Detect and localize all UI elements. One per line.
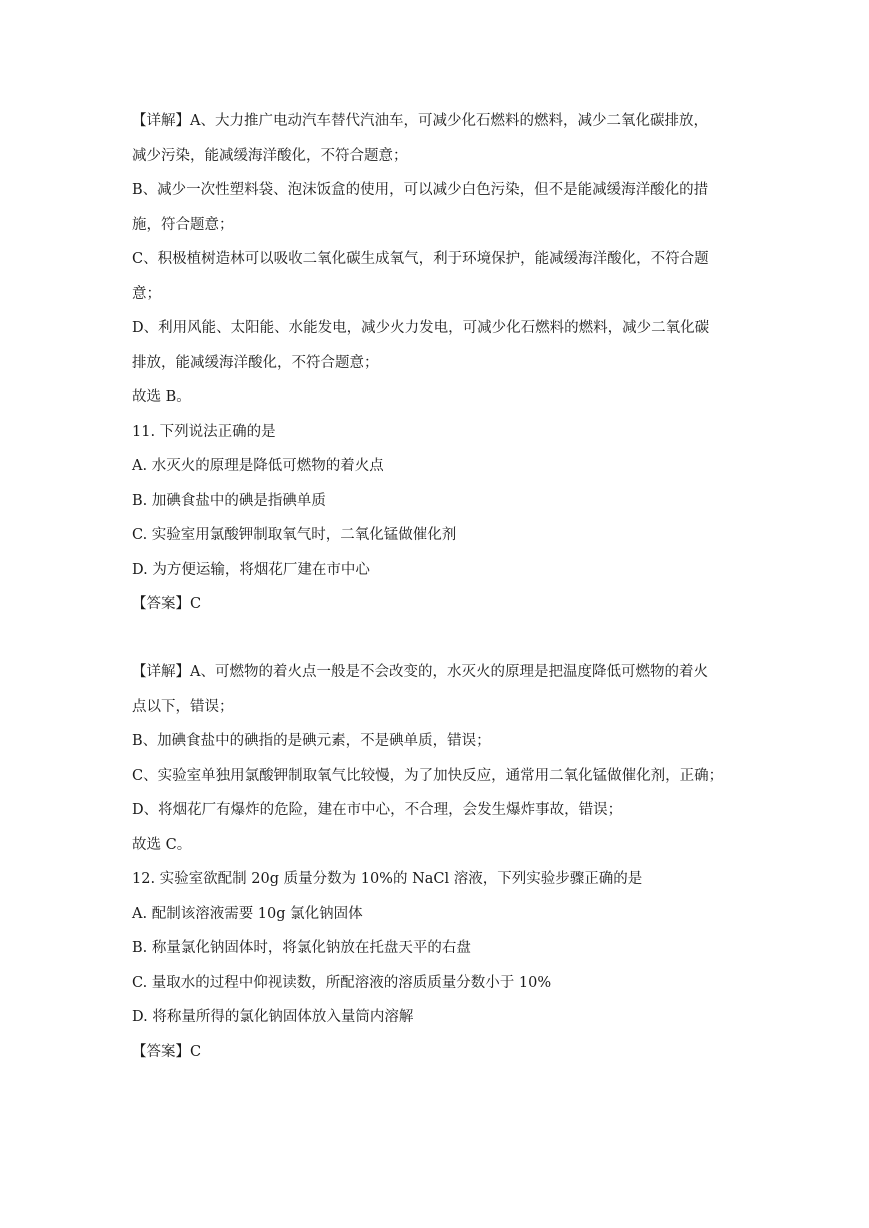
text-line: 排放，能减缓海洋酸化，不符合题意； <box>132 354 379 371</box>
option-a: A. 水灭火的原理是降低可燃物的着火点 <box>132 458 384 474</box>
answer-line: 【答案】C <box>132 596 202 612</box>
explanation-q10 <box>132 111 747 407</box>
option-c: C. 量取水的过程中仰视读数，所配溶液的溶质质量分数小于 10% <box>132 974 552 991</box>
option-d: D. 将称量所得的氯化钠固体放入量筒内溶解 <box>132 1009 414 1025</box>
answer-line: 【答案】C <box>132 1043 202 1060</box>
text-line: 【详解】A、可燃物的着火点一般是不会改变的，水灭火的原理是把温度降低可燃物的着火 <box>132 664 708 680</box>
text-line: D、将烟花厂有爆炸的危险，建在市中心，不合理，会发生爆炸事故，错误； <box>132 802 623 818</box>
option-d: D. 为方便运输，将烟花厂建在市中心 <box>132 561 370 578</box>
text-line: 【详解】A、大力推广电动汽车替代汽油车，可减少化石燃料的燃料，减少二氧化碳排放， <box>132 113 708 129</box>
option-b: B. 加碘食盐中的碘是指碘单质 <box>132 492 326 509</box>
text-line: 减少污染，能减缓海洋酸化，不符合题意； <box>132 147 408 164</box>
text-line: B、加碘食盐中的碘指的是碘元素，不是碘单质，错误； <box>132 733 491 749</box>
conclusion-line: 故选 C。 <box>132 836 192 853</box>
explanation-q11 <box>132 662 747 855</box>
document-page <box>132 111 747 1062</box>
text-line: D、利用风能、太阳能、水能发电，减少火力发电，可减少化石燃料的燃料，减少二氧化碳 <box>132 320 710 336</box>
text-line: C、积极植树造林可以吸收二氧化碳生成氧气，利于环境保护，能减缓海洋酸化，不符合题 <box>132 251 709 267</box>
question-12 <box>132 869 747 1062</box>
question-stem: 11. 下列说法正确的是 <box>132 423 276 440</box>
option-b: B. 称量氯化钠固体时，将氯化钠放在托盘天平的右盘 <box>132 940 471 956</box>
question-stem: 12. 实验室欲配制 20g 质量分数为 10%的 NaCl 溶液，下列实验步骤正确的是 <box>132 871 643 887</box>
question-11 <box>132 422 747 615</box>
text-line: 施，符合题意； <box>132 216 234 233</box>
option-a: A. 配制该溶液需要 10g 氯化钠固体 <box>132 905 363 922</box>
text-line: 意； <box>132 285 161 302</box>
text-line: 点以下，错误； <box>132 698 234 715</box>
text-line: C、实验室单独用氯酸钾制取氧气比较慢，为了加快反应，通常用二氧化锰做催化剂，正确； <box>132 767 724 784</box>
conclusion-line: 故选 B。 <box>132 389 191 405</box>
text-line: B、减少一次性塑料袋、泡沫饭盒的使用，可以减少白色污染，但不是能减缓海洋酸化的措 <box>132 182 709 198</box>
option-c: C. 实验室用氯酸钾制取氧气时，二氧化锰做催化剂 <box>132 527 457 543</box>
